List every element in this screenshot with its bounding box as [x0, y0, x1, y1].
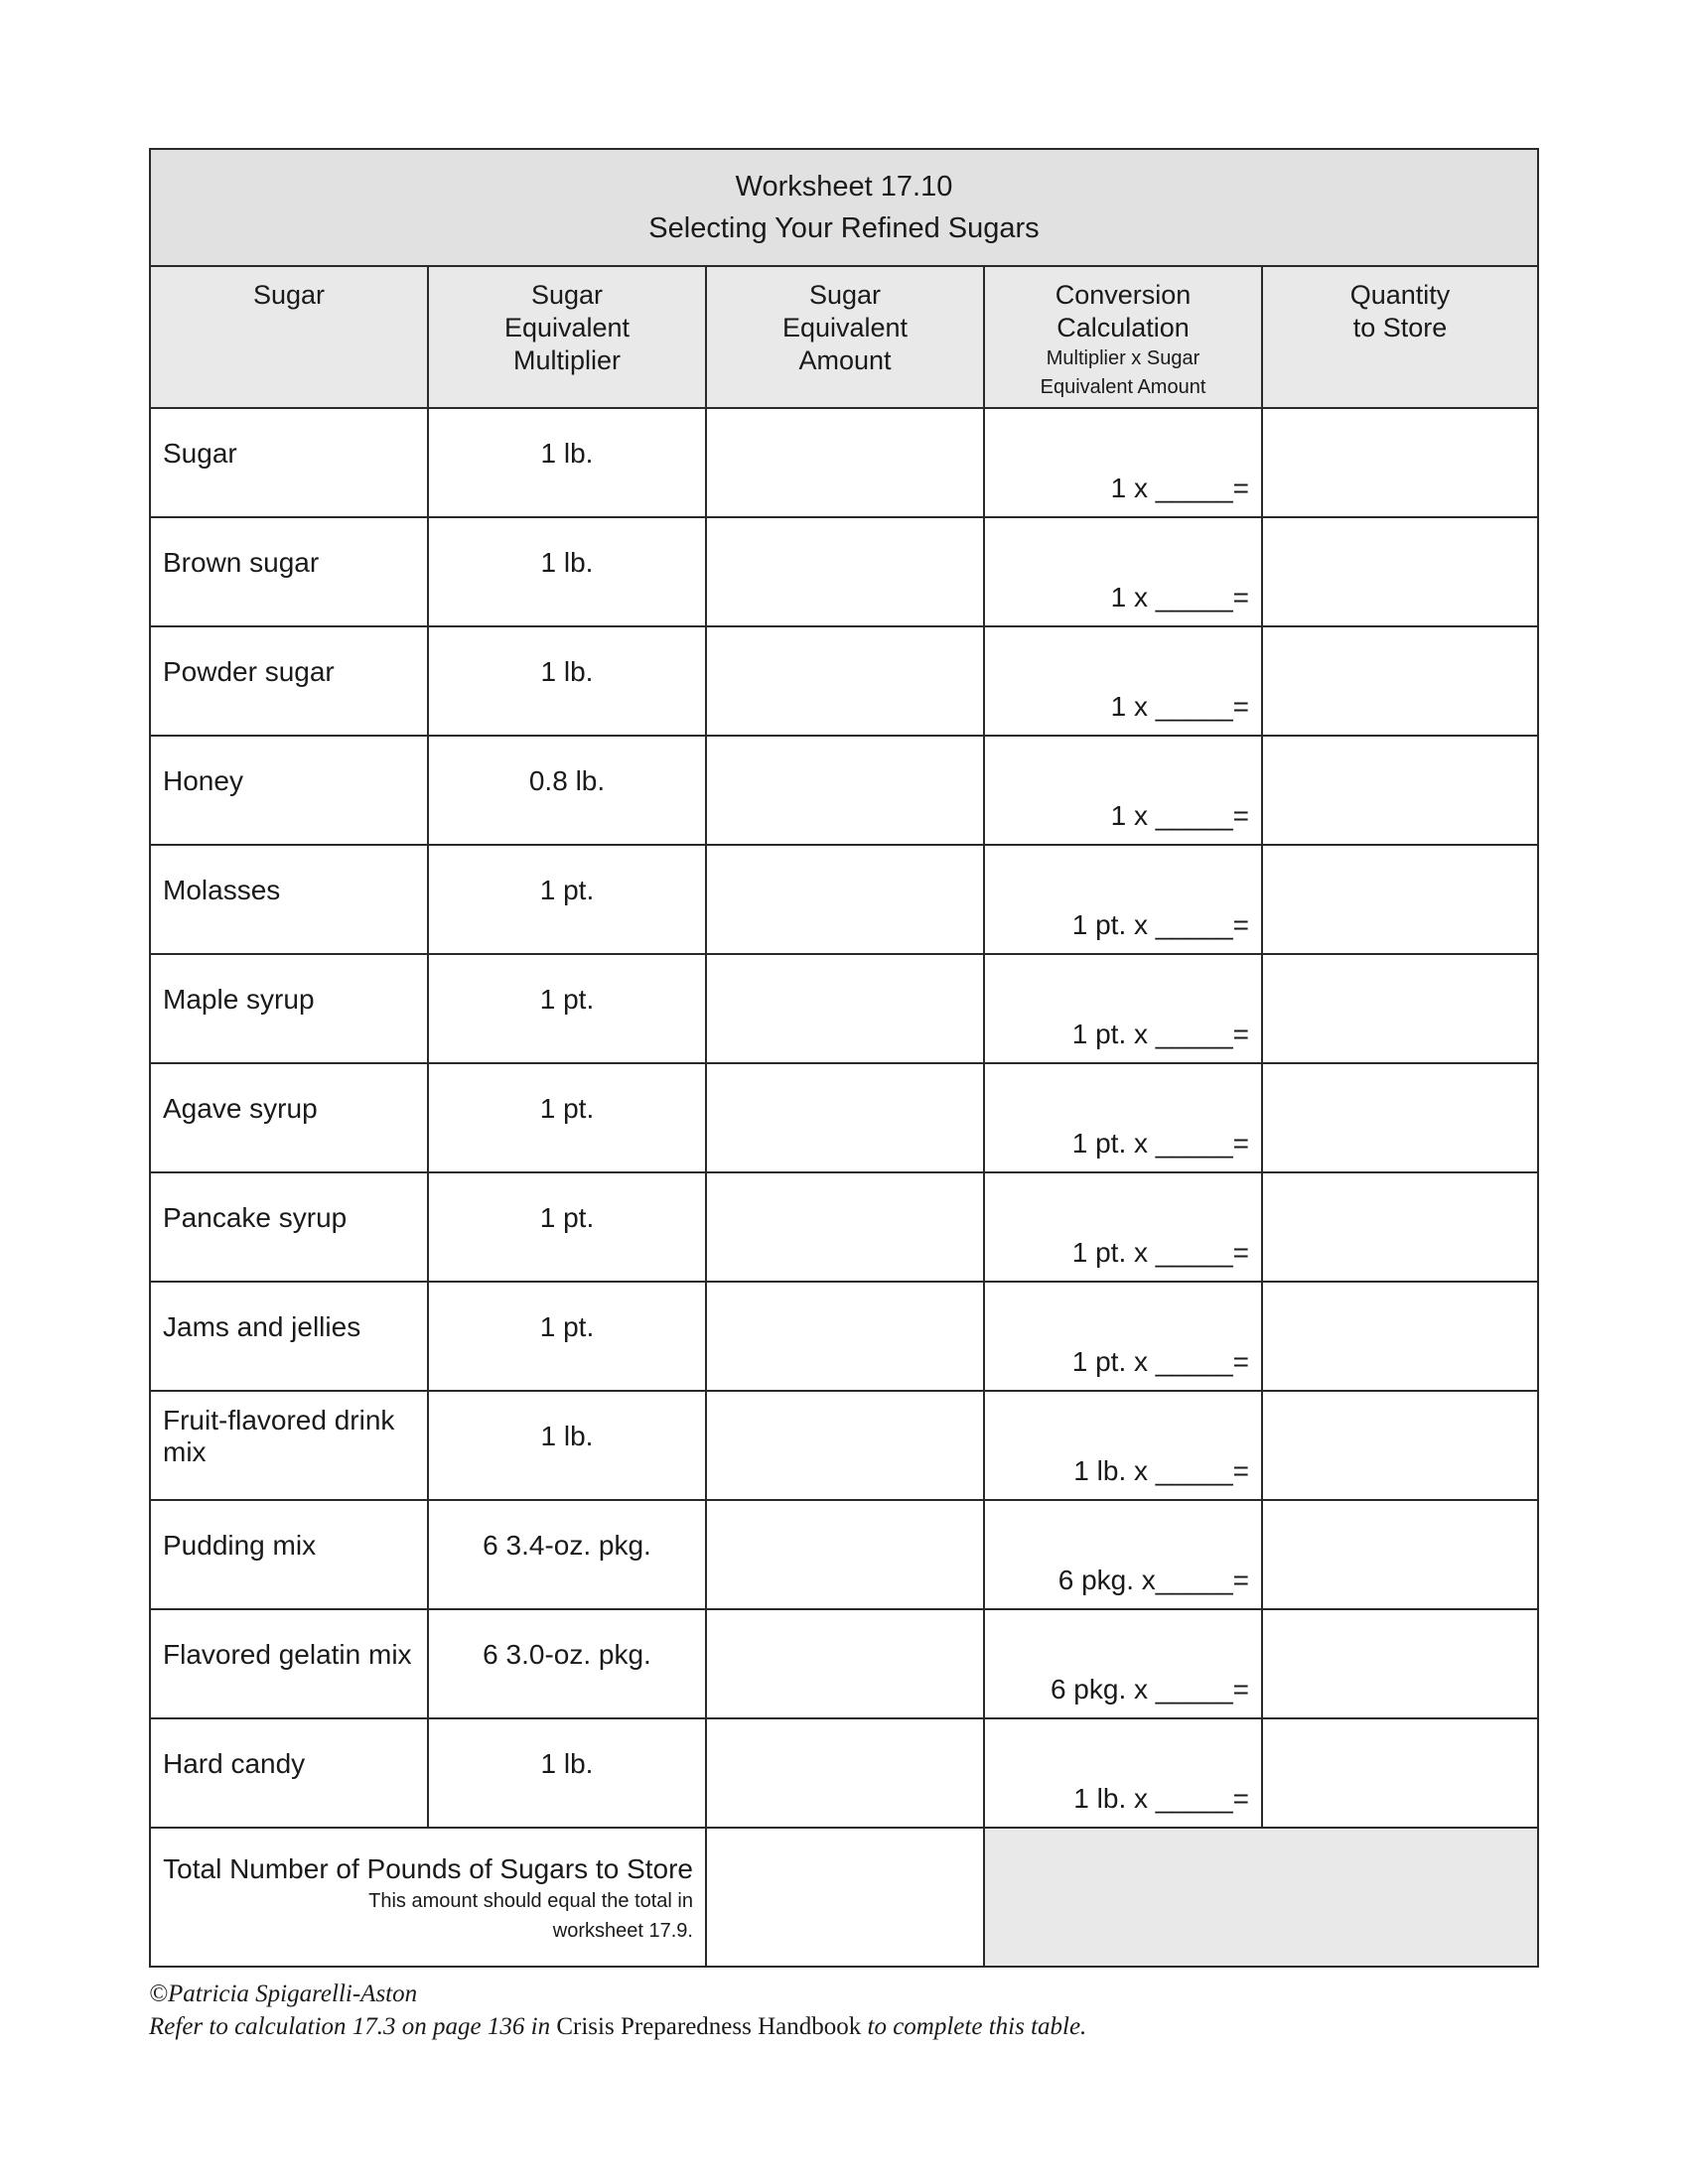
- header-line: Amount: [798, 345, 892, 375]
- total-note-line1: This amount should equal the total in: [368, 1890, 693, 1912]
- multiplier-cell-text: 1 lb.: [540, 656, 594, 687]
- amount-cell[interactable]: [706, 1063, 984, 1172]
- amount-cell[interactable]: [706, 1391, 984, 1500]
- table-row: [150, 736, 1538, 845]
- multiplier-cell-text: 0.8 lb.: [528, 765, 606, 796]
- total-label-cell: [150, 1828, 706, 1967]
- sugar-name-cell: [150, 1391, 428, 1500]
- multiplier-cell-text: 1 pt.: [539, 1202, 595, 1233]
- sugar-name-cell-text: Jams and jellies: [163, 1311, 361, 1342]
- amount-cell[interactable]: [706, 736, 984, 845]
- conversion-cell[interactable]: 1 x _____=: [984, 736, 1262, 845]
- multiplier-cell-text: 1 pt.: [539, 1311, 595, 1342]
- quantity-cell[interactable]: [1262, 1500, 1538, 1609]
- quantity-cell[interactable]: [1262, 517, 1538, 626]
- total-row: [150, 1828, 1538, 1967]
- header-line: Conversion: [1055, 280, 1192, 310]
- header-line: Multiplier: [512, 345, 622, 375]
- sugar-name-cell-text: Maple syrup: [163, 984, 315, 1015]
- conversion-cell[interactable]: 1 lb. x _____=: [984, 1391, 1262, 1500]
- amount-cell[interactable]: [706, 408, 984, 517]
- copyright-line: ©Patricia Spigarelli-Aston: [149, 1980, 418, 2007]
- header-sugar: [150, 266, 428, 408]
- multiplier-cell-text: 1 pt.: [539, 875, 595, 905]
- multiplier-cell-text: 1 lb.: [540, 1421, 594, 1451]
- conversion-cell[interactable]: 1 x _____=: [984, 517, 1262, 626]
- quantity-cell[interactable]: [1262, 1391, 1538, 1500]
- multiplier-cell: [428, 517, 706, 626]
- sugar-name-cell: [150, 1172, 428, 1282]
- amount-cell[interactable]: [706, 1282, 984, 1391]
- header-line: Calculation: [1056, 313, 1190, 342]
- amount-cell[interactable]: [706, 1609, 984, 1718]
- conversion-cell[interactable]: 6 pkg. x_____=: [984, 1500, 1262, 1609]
- sugar-name-cell: [150, 408, 428, 517]
- sugar-name-cell: [150, 1282, 428, 1391]
- multiplier-cell-text: 1 pt.: [539, 1093, 595, 1124]
- quantity-cell[interactable]: [1262, 736, 1538, 845]
- quantity-cell[interactable]: [1262, 1282, 1538, 1391]
- header-line: Equivalent: [503, 313, 631, 342]
- total-label: Total Number of Pounds of Sugars to Store: [163, 1853, 693, 1884]
- header-conversion: [984, 266, 1262, 408]
- reference-note-text: Refer to calculation 17.3 on page 136 in: [149, 2013, 557, 2040]
- amount-cell[interactable]: [706, 1500, 984, 1609]
- multiplier-cell: [428, 1609, 706, 1718]
- conversion-cell[interactable]: 1 pt. x _____=: [984, 1063, 1262, 1172]
- amount-cell[interactable]: [706, 845, 984, 954]
- worksheet-title: [150, 149, 1538, 266]
- quantity-cell[interactable]: [1262, 1172, 1538, 1282]
- header-line: Sugar: [808, 280, 882, 310]
- sugar-name-cell: [150, 1500, 428, 1609]
- amount-cell[interactable]: [706, 954, 984, 1063]
- multiplier-cell: [428, 1282, 706, 1391]
- book-title: Crisis Preparedness Handbook: [556, 2013, 862, 2040]
- total-note-line2: worksheet 17.9.: [552, 1920, 693, 1942]
- sugar-name-cell-text: Brown sugar: [163, 547, 320, 578]
- table-row: [150, 408, 1538, 517]
- sugar-name-cell: [150, 626, 428, 736]
- sugar-name-cell: [150, 845, 428, 954]
- conversion-cell[interactable]: 1 lb. x _____=: [984, 1718, 1262, 1828]
- multiplier-cell: [428, 736, 706, 845]
- quantity-cell[interactable]: [1262, 1609, 1538, 1718]
- header-line: to Store: [1352, 313, 1448, 342]
- conversion-cell[interactable]: 1 pt. x _____=: [984, 954, 1262, 1063]
- sugar-name-cell-text: Powder sugar: [163, 656, 335, 687]
- table-row: [150, 1500, 1538, 1609]
- worksheet-subtitle: Selecting Your Refined Sugars: [648, 212, 1040, 244]
- table-row: [150, 1172, 1538, 1282]
- table-row: [150, 1609, 1538, 1718]
- sugar-name-cell-text: Hard candy: [163, 1748, 306, 1779]
- multiplier-cell-text: 1 lb.: [540, 547, 594, 578]
- multiplier-cell-text: 1 lb.: [540, 438, 594, 469]
- conversion-cell[interactable]: 1 pt. x _____=: [984, 1172, 1262, 1282]
- conversion-cell[interactable]: 1 pt. x _____=: [984, 845, 1262, 954]
- multiplier-cell: [428, 1718, 706, 1828]
- multiplier-cell-text: 6 3.0-oz. pkg.: [483, 1639, 651, 1670]
- conversion-cell[interactable]: 6 pkg. x _____=: [984, 1609, 1262, 1718]
- multiplier-cell-text: 1 pt.: [539, 984, 595, 1015]
- table-row: [150, 1063, 1538, 1172]
- sugar-name-cell: [150, 1609, 428, 1718]
- header-subline: Multiplier x Sugar: [1046, 347, 1200, 369]
- multiplier-cell: [428, 408, 706, 517]
- sugar-name-cell-text: Honey: [163, 765, 243, 796]
- multiplier-cell-text: 6 3.4-oz. pkg.: [483, 1530, 651, 1561]
- sugar-name-cell: [150, 1718, 428, 1828]
- header-line: Quantity: [1349, 280, 1451, 310]
- table-row: [150, 845, 1538, 954]
- sugar-name-cell-text: Pancake syrup: [163, 1202, 348, 1233]
- sugar-name-cell-text: Agave syrup: [163, 1093, 318, 1124]
- header-line: Sugar: [252, 280, 326, 310]
- total-shaded-cell: [984, 1828, 1538, 1967]
- sugar-name-cell-text: Molasses: [163, 875, 281, 905]
- quantity-cell[interactable]: [1262, 954, 1538, 1063]
- header-line: Sugar: [530, 280, 604, 310]
- quantity-cell[interactable]: [1262, 845, 1538, 954]
- quantity-cell[interactable]: [1262, 1063, 1538, 1172]
- header-quantity: [1262, 266, 1538, 408]
- header-amount: [706, 266, 984, 408]
- quantity-cell[interactable]: [1262, 408, 1538, 517]
- multiplier-cell: [428, 1391, 706, 1500]
- conversion-cell[interactable]: 1 x _____=: [984, 626, 1262, 736]
- table-row: [150, 1391, 1538, 1500]
- quantity-cell[interactable]: [1262, 626, 1538, 736]
- multiplier-cell: [428, 1172, 706, 1282]
- sugar-name-cell: [150, 736, 428, 845]
- reference-note: [149, 2013, 1086, 2041]
- column-header-row: [150, 266, 1538, 408]
- header-line: Equivalent: [781, 313, 909, 342]
- amount-cell[interactable]: [706, 517, 984, 626]
- worksheet-number: Worksheet 17.10: [735, 171, 953, 203]
- reference-note-end: to complete this table.: [861, 2013, 1087, 2040]
- table-row: [150, 954, 1538, 1063]
- sugar-name-cell-text: Sugar: [163, 438, 237, 469]
- amount-cell[interactable]: [706, 626, 984, 736]
- table-row: [150, 1718, 1538, 1828]
- sugar-name-cell-text: Pudding mix: [163, 1530, 317, 1561]
- header-subline: Equivalent Amount: [1040, 376, 1206, 398]
- multiplier-cell: [428, 845, 706, 954]
- multiplier-cell: [428, 626, 706, 736]
- multiplier-cell: [428, 1063, 706, 1172]
- quantity-cell[interactable]: [1262, 1718, 1538, 1828]
- multiplier-cell: [428, 1500, 706, 1609]
- table-row: [150, 517, 1538, 626]
- table-body: [150, 408, 1538, 1828]
- multiplier-cell: [428, 954, 706, 1063]
- total-value-cell[interactable]: [706, 1828, 984, 1967]
- sugar-name-cell: [150, 1063, 428, 1172]
- amount-cell[interactable]: [706, 1172, 984, 1282]
- conversion-cell[interactable]: 1 pt. x _____=: [984, 1282, 1262, 1391]
- table-row: [150, 626, 1538, 736]
- multiplier-cell-text: 1 lb.: [540, 1748, 594, 1779]
- conversion-cell[interactable]: 1 x _____=: [984, 408, 1262, 517]
- sugar-name-cell: [150, 517, 428, 626]
- amount-cell[interactable]: [706, 1718, 984, 1828]
- header-multiplier: [428, 266, 706, 408]
- sugar-name-cell-text: Fruit-flavored drink mix: [163, 1405, 395, 1467]
- sugar-name-cell: [150, 954, 428, 1063]
- sugar-name-cell-text: Flavored gelatin mix: [163, 1639, 412, 1670]
- table-row: [150, 1282, 1538, 1391]
- worksheet-table: [149, 148, 1539, 1968]
